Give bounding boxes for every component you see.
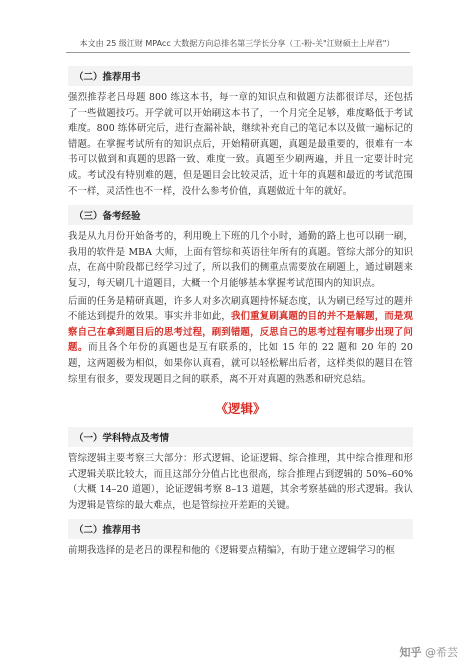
page-header: 本文由 25 级江财 MPAcc 大数据方向总排名第三学长分享（工-粉-关"江财硕士上岸君"） (79, 39, 395, 48)
paragraph-prep-2-tail: 而且各个年份的真题也是互有联系的，比如 15 年的 22 题和 20 年的 20 题，这两题极为相似，如果你认真看，就可以轻松解出后者，这样类似的题目在管综里有很多，要发现题目之间的联系，离不开对真题的熟悉和研究总结。 (68, 342, 413, 385)
highlighted-sentence: 我们重复刷真题的目的并不是解题，而是观察自己在拿到题目后的思考过程，刷到错题，反思自己的思考过程有哪步出现了问题。 (68, 311, 413, 354)
paragraph-prep-2-lead: 后面的任务是精研真题，许多人对多次刷真题持怀疑态度，认为刷已经写过的题并不能达到提升的效果。事实并非如此， (68, 295, 413, 323)
zhihu-logo: 知乎 (399, 646, 422, 659)
author-handle: @希芸 (425, 646, 458, 659)
section-heading-logic-books: （二）推荐用书 (68, 519, 413, 539)
header-divider (66, 52, 410, 53)
paragraph-books: 强烈推荐老吕母题 800 练这本书，每一章的知识点和做题方法都很详尽，还包括了一些做题技巧。开学就可以开始刷这本书了，一个月完全足够，难度略低于考试难度。800 练体研完后，进行查漏补缺，继续补充自己的笔记本以及做一遍标记的错题。在掌握考试所有的知识点后，开始精研真题，真题是最重要的，很难有一本书可以做到和真题的思路一致、难度一致。真题至少刷两遍，并且一定要计时完成。考试没有特别难的题，但是题目会比较灵活，近十年的真题和最近的考试范围不一样，灵活性也不一样，没什么参考价值，真题做近十年的就好。 (68, 92, 413, 197)
paragraph-prep-1: 我是从九月份开始备考的，利用晚上下班的几个小时，通勤的路上也可以刷一刷，我用的软件是 MBA 大师，上面有管综和英语往年所有的真题。管综大部分的知识点，在高中阶段都已经学习过了，所以我们的侧重点需要放在刷题上，通过刷题来复习，每天刷几十道题目，大概一个月能够基本掌握考试范围内的知识点。 (68, 231, 413, 289)
document-body (68, 60, 413, 561)
chapter-title: 《逻辑》 (215, 401, 266, 417)
section-heading-recommended-books: （二）推荐用书 (68, 66, 413, 86)
paragraph-logic-overview: 管综逻辑主要考察三大部分：形式逻辑、论证逻辑、综合推理，其中综合推理和形式逻辑关联比较大，而且这部分分值占比也很高，综合推理占到逻辑的 50%–60%（大概 14–20 道题），论证逻辑考察 8–13 道题，其余考察基础的形式逻辑。我认为逻辑是管综的最大难点，也是管综拉开差距的关键。 (68, 453, 413, 511)
paragraph-logic-books: 前期我选择的是老吕的课程和他的《逻辑要点精编》，有助于建立逻辑学习的框 (68, 545, 395, 557)
section-heading-subject-features: （一）学科特点及考情 (68, 427, 413, 447)
zhihu-watermark (400, 644, 459, 660)
section-heading-prep-experience: （三）备考经验 (68, 205, 413, 225)
paragraph-prep-2 (68, 294, 413, 388)
